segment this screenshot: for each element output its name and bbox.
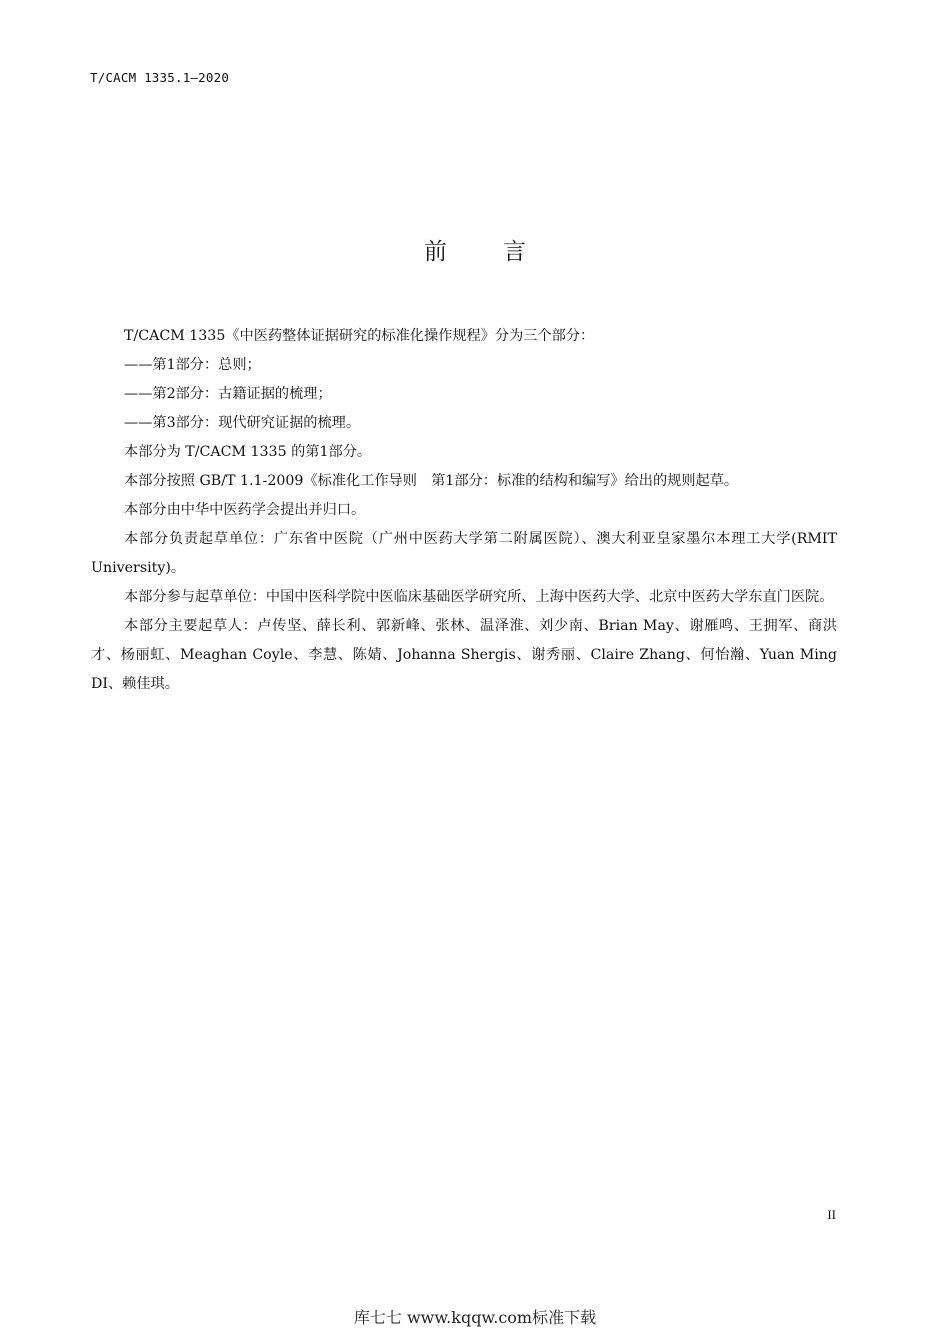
paragraph-participating-drafters: 本部分参与起草单位：中国中医科学院中医临床基础医学研究所、上海中医药大学、北京中医药大学东直门医院。 — [124, 589, 834, 605]
paragraph-part-3: ——第3部分：现代研究证据的梳理。 — [124, 415, 361, 431]
paragraph-drafting-rules: 本部分按照 GB/T 1.1-2009《标准化工作导则 第1部分：标准的结构和编写》给出的规则起草。 — [124, 473, 739, 489]
standard-code-header: T/CACM 1335.1—2020 — [90, 70, 230, 85]
page-title: 前言 — [424, 239, 582, 265]
paragraph-part-2: ——第2部分：古籍证据的梳理； — [124, 386, 332, 402]
paragraph-proposer: 本部分由中华中医药学会提出并归口。 — [124, 502, 366, 518]
footer-watermark: 库七七 www.kqqw.com标准下载 — [353, 1308, 597, 1327]
paragraph-series-intro: T/CACM 1335《中医药整体证据研究的标准化操作规程》分为三个部分： — [124, 328, 595, 344]
paragraph-part-1: ——第1部分：总则； — [124, 357, 261, 373]
foreword-body — [91, 322, 837, 699]
paragraph-main-authors: 本部分主要起草人：卢传坚、薛长利、郭新峰、张林、温泽淮、刘少南、Brian May、谢雁鸣、王拥军、商洪才、杨丽虹、Meaghan Coyle、李慧、陈婧、Johanna Shergis、谢秀丽、Claire Zhang、何怡瀚、Yuan Ming DI、赖佳琪。 — [91, 618, 837, 692]
page-number: II — [827, 1207, 836, 1222]
paragraph-this-part: 本部分为 T/CACM 1335 的第1部分。 — [124, 444, 372, 460]
paragraph-lead-drafters: 本部分负责起草单位：广东省中医院（广州中医药大学第二附属医院）、澳大利亚皇家墨尔本理工大学(RMIT University)。 — [91, 531, 837, 576]
